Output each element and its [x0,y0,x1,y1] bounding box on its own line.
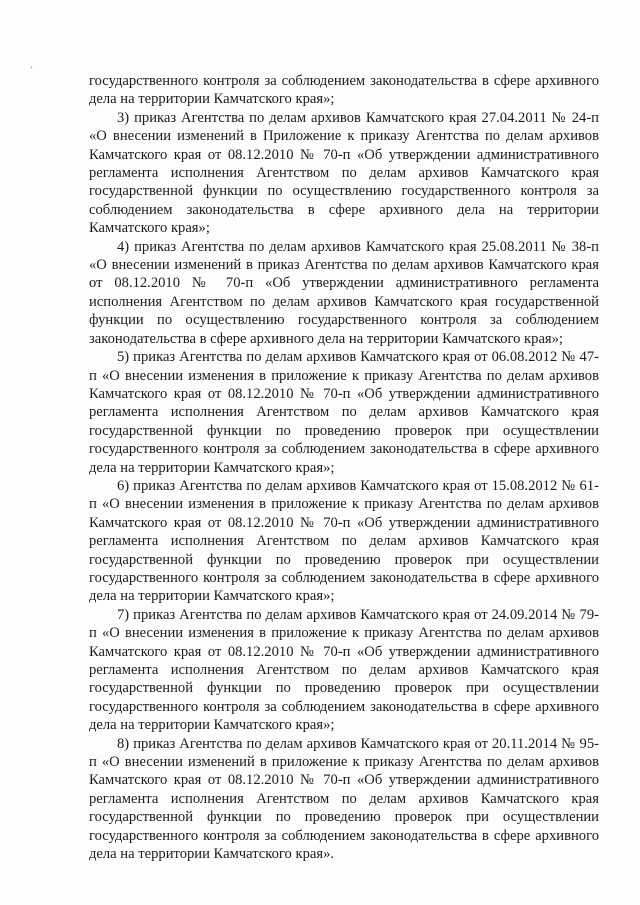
paragraph-item-8: 8) приказ Агентства по делам архивов Камчатского края от 20.11.2014 № 95-п «О внесении изменений в приложение к приказу Агентства по делам архивов Камчатского края от 08.12.2010 № 70-п «Об утверждении административного регламента исполнения Агентством по делам архивов Камчатского края государственной функции по проведению проверок при осуществлении государственного контроля за соблюдением законодательства в сфере архивного дела на территории Камчатского края». [89,735,599,863]
margin-mark: ’ [30,66,33,76]
paragraph-continuation: государственного контроля за соблюдением законодательства в сфере архивного дела на территории Камчатского края»; [89,73,599,108]
document-body [89,72,599,863]
paragraph-item-6: 6) приказ Агентства по делам архивов Камчатского края от 15.08.2012 № 61-п «О внесении изменения в приложение к приказу Агентства по делам архивов Камчатского края от 08.12.2010 № 70-п «Об утверждении административного регламента исполнения Агентством по делам архивов Камчатского края государственной функции по проведению проверок при осуществлении государственного контроля за соблюдением законодательства в сфере архивного дела на территории Камчатского края»; [89,477,599,605]
paragraph-item-5: 5) приказ Агентства по делам архивов Камчатского края от 06.08.2012 № 47-п «О внесении изменения в приложение к приказу Агентства по делам архивов Камчатского края от 08.12.2010 № 70-п «Об утверждении административного регламента исполнения Агентством по делам архивов Камчатского края государственной функции по проведению проверок при осуществлении государственного контроля за соблюдением законодательства в сфере архивного дела на территории Камчатского края»; [89,349,599,476]
paragraph-item-7: 7) приказ Агентства по делам архивов Камчатского края от 24.09.2014 № 79-п «О внесении изменения в приложение к приказу Агентства по делам архивов Камчатского края от 08.12.2010 № 70-п «Об утверждении административного регламента исполнения Агентством по делам архивов Камчатского края государственной функции по проведению проверок при осуществлении государственного контроля за соблюдением законодательства в сфере архивного дела на территории Камчатского края»; [89,606,599,734]
paragraph-item-3: 3) приказ Агентства по делам архивов Камчатского края 27.04.2011 № 24-п «О внесении изменений в Приложение к приказу Агентства по делам архивов Камчатского края от 08.12.2010 № 70-п «Об утверждении административного регламента исполнения Агентством по делам архивов Камчатского края государственной функции по осуществлению государственного контроля за соблюдением законодательства в сфере архивного дела на территории Камчатского края»; [89,109,599,237]
paragraph-item-4: 4) приказ Агентства по делам архивов Камчатского края 25.08.2011 № 38-п «О внесении изменений в приказ Агентства по делам архивов Камчатского края от 08.12.2010 № 70-п «Об утверждении административного регламента исполнения Агентством по делам архивов Камчатского края государственной функции по осуществлению государственного контроля за соблюдением законодательства в сфере архивного дела на территории Камчатского края»; [89,238,599,347]
